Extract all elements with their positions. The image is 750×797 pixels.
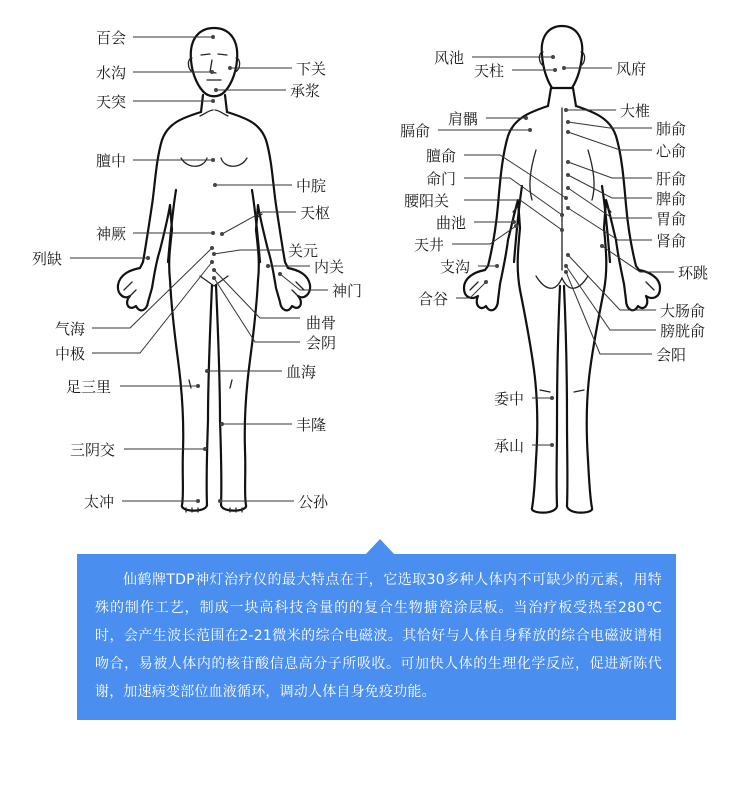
label-tianshu: 天枢 — [300, 204, 331, 222]
label-fengfu: 风府 — [616, 60, 647, 78]
point-dazhui — [564, 102, 650, 120]
label-xiaguan: 下关 — [296, 60, 327, 78]
label-jianyu: 肩髃 — [448, 110, 479, 128]
label-fengchi: 风池 — [434, 49, 465, 67]
label-tianzhu: 天柱 — [474, 62, 505, 80]
label-feishu: 肺俞 — [656, 120, 687, 138]
label-taichong: 太冲 — [84, 493, 115, 511]
label-sanyinjiao: 三阴交 — [70, 441, 116, 459]
label-gongsun: 公孙 — [298, 493, 329, 511]
point-baihui — [96, 29, 215, 47]
front-labels — [32, 29, 362, 511]
label-pangguangshu: 膀胱俞 — [660, 322, 706, 340]
back-labels — [400, 49, 708, 455]
point-fenglong — [220, 416, 326, 434]
point-shenmen — [278, 272, 362, 300]
point-xiaguan — [228, 60, 326, 78]
point-zhongji — [55, 260, 214, 363]
point-tiantu — [96, 93, 215, 111]
label-weishu: 胃俞 — [656, 210, 687, 228]
label-weizhong: 委中 — [494, 390, 525, 408]
label-shenshu: 肾俞 — [656, 232, 687, 250]
point-fengfu — [562, 60, 646, 78]
label-danshu: 膻俞 — [426, 147, 457, 165]
point-gongsun — [218, 493, 329, 511]
label-yaoyangguan: 腰阳关 — [404, 192, 450, 210]
point-chengshan — [494, 437, 554, 455]
label-chengshan: 承山 — [494, 437, 525, 455]
label-shenmen: 神门 — [332, 282, 363, 300]
label-neiguan: 内关 — [314, 258, 345, 276]
info-box — [77, 554, 676, 720]
label-geshu: 膈俞 — [400, 122, 431, 140]
label-ganshu: 肝俞 — [656, 170, 687, 188]
label-zhongwan: 中脘 — [296, 177, 327, 195]
label-shuigou: 水沟 — [96, 64, 127, 82]
label-huantiao: 环跳 — [678, 264, 709, 282]
point-quchi — [436, 214, 516, 232]
info-box-pointer — [365, 539, 395, 555]
point-yaoyangguan — [404, 192, 564, 232]
point-zhongwan — [213, 177, 326, 195]
point-sanyinjiao — [70, 441, 207, 459]
point-tianshu — [220, 204, 330, 236]
label-chengjiang: 承浆 — [290, 82, 321, 100]
point-guanyuan — [212, 242, 318, 260]
label-shenque: 神厥 — [96, 225, 127, 243]
info-text: 仙鹤牌TDP神灯治疗仪的最大特点在于，它选取30多种人体内不可缺少的元素，用特殊的制作工艺，制成一块高科技含量的的复合生物搪瓷涂层板。当治疗板受热至280℃时，会产生波长范围在2-21微米的综合电磁波。其恰好与人体自身释放的综合电磁波谱相吻合，易被人体内的核苷酸信息高分子所吸收。可加快人体的生理化学反应，促进新陈代谢，加速病变部位血液循环，调动人体自身免疫功能。 — [95, 572, 662, 700]
label-huiyin: 会阴 — [306, 334, 337, 352]
label-zhongji: 中极 — [55, 345, 86, 363]
label-zhigou: 支沟 — [440, 258, 471, 276]
label-dazhui: 大椎 — [620, 102, 651, 120]
label-lieque: 列缺 — [32, 250, 63, 268]
point-neiguan — [266, 258, 344, 276]
point-weizhong — [494, 390, 554, 408]
label-tanzhong: 膻中 — [96, 152, 127, 170]
point-xuehai — [205, 363, 316, 381]
label-hegu: 合谷 — [418, 290, 449, 308]
point-lieque — [32, 250, 150, 268]
label-mingmen: 命门 — [426, 170, 457, 188]
label-baihui: 百会 — [96, 29, 127, 47]
label-guanyuan: 关元 — [288, 242, 319, 260]
label-pishu: 脾俞 — [656, 190, 687, 208]
label-qugu: 曲骨 — [306, 314, 337, 332]
label-tianjing: 天井 — [414, 236, 445, 254]
label-huiyang: 会阳 — [656, 346, 687, 364]
label-fenglong: 丰隆 — [296, 416, 327, 434]
label-qihai: 气海 — [55, 320, 86, 338]
label-xinshu: 心俞 — [656, 142, 687, 160]
point-tanzhong — [96, 152, 215, 170]
point-jianyu — [448, 110, 528, 128]
label-xuehai: 血海 — [286, 363, 317, 381]
label-tiantu: 天突 — [96, 93, 127, 111]
point-shenque — [96, 225, 215, 243]
label-quchi: 曲池 — [436, 214, 467, 232]
label-dachangshu: 大肠俞 — [660, 302, 706, 320]
label-zusanli: 足三里 — [66, 378, 112, 396]
point-feishu — [566, 120, 686, 138]
